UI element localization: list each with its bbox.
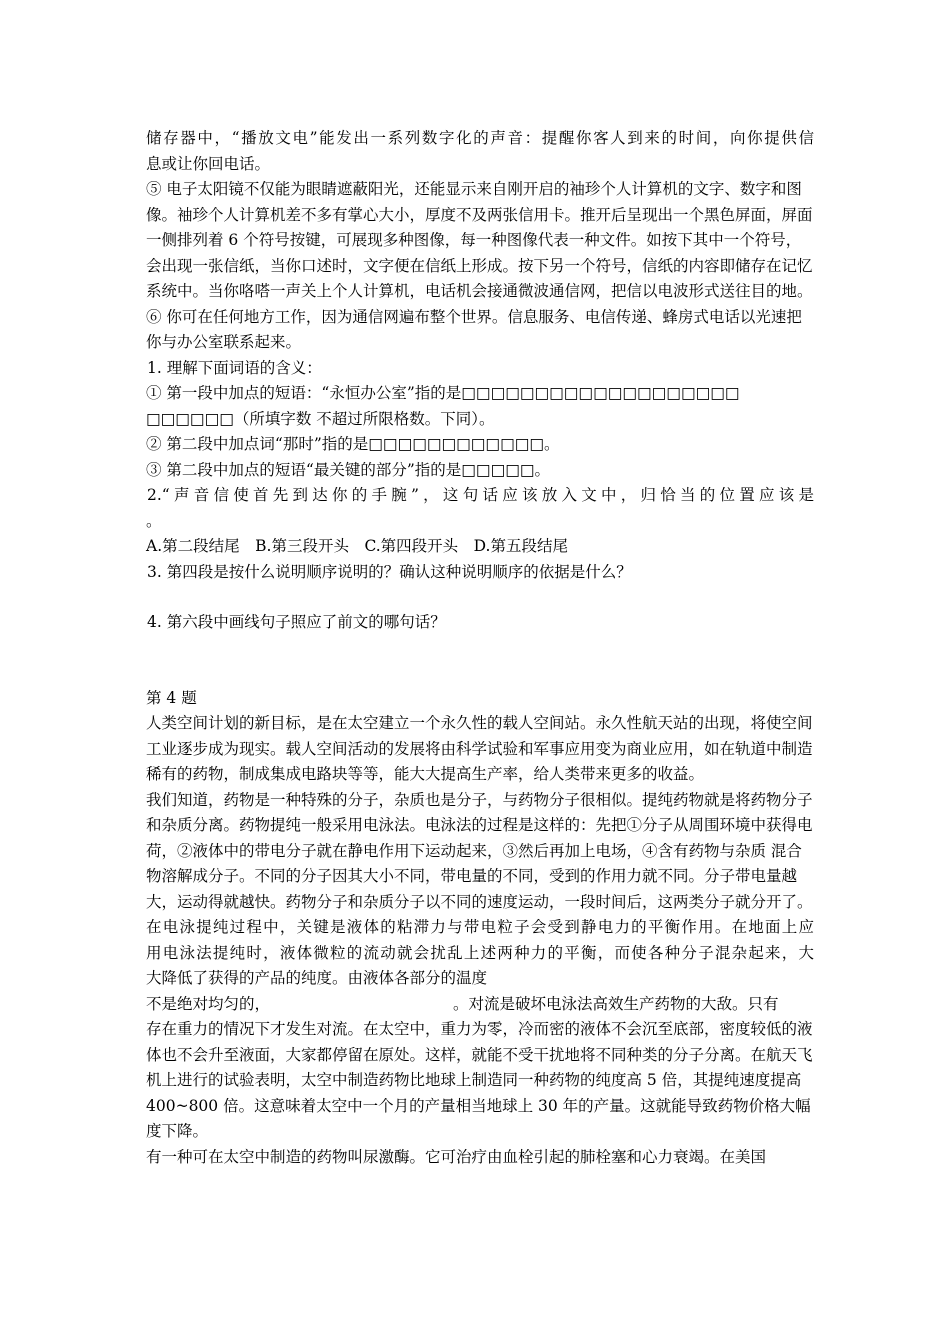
part4-para4: 有一种可在太空中制造的药物叫尿激酶。它可治疗由血栓引起的肺栓塞和心力衰竭。在美国 [146,1147,767,1166]
part4-para3-line4 [146,992,814,1018]
document-page [146,126,814,1170]
spacer [146,636,814,686]
question1-c: ③ 第二段中加点的短语“最关键的部分”指的是□□□□□。 [146,460,551,479]
question1-a-line1: ① 第一段中加点的短语：“永恒办公室”指的是□□□□□□□□□□□□□□□□□□□ [146,384,740,402]
question1-title: 1. 理解下面词语的含义： [147,358,322,377]
part4-para3-rest: 存在重力的情况下才发生对流。在太空中，重力为零，冷而密的液体不会沉至底部，密度较低的液体也不会升至液面，大家都停留在原处。这样，就能不受干扰地将不同种类的分子分离。在航天飞机上进行的试验表明，太空中制造药物比地球上制造同一种药物的纯度高 5 倍，其提纯速度提高 400~800 倍。这意味着太空中一个月的产量相当地球上 30 年的产量。这就能导致药物价格大幅度下降。 [146,1020,813,1140]
part4-para2: 我们知道，药物是一种特殊的分子，杂质也是分子，与药物分子很相似。提纯药物就是将药物分子和杂质分离。药物提纯一般采用电泳法。电泳法的过程是这样的：先把①分子从周围环境中获得电荷，②液体中的带电分子就在静电作用下运动起来，③然后再加上电场，④含有药物与杂质 混合物溶解成分子。不同的分子因其大小不同，带电量的不同，受到的作用力就不同。分子带电量越大，运动得就越快。药物分子和杂质分子以不同的速度运动，一段时间后，这两类分子就分开了。 [146,790,813,911]
part4-para3-line3: 大降低了获得的产品的纯度。由液体各部分的温度 [146,969,488,987]
part4-para3-line4a: 不是绝对均匀的， [146,994,271,1013]
question2-choices: A.第二段结尾 B.第三段开头 C.第四段开头 D.第五段结尾 [146,537,568,555]
question1-b: ② 第二段中加点词“那时”指的是□□□□□□□□□□□□。 [146,435,560,453]
para5: ⑤ 电子太阳镜不仅能为眼睛遮蔽阳光，还能显示来自刚开启的袖珍个人计算机的文字、数字和图像。袖珍个人计算机差不多有掌心大小，厚度不及两张信用卡。推开后呈现出一个黑色屏面，屏面一侧排列着 6 个符号按键，可展现多种图像，每一种图像代表一种文件。如按下其中一个符号，会出现一张信纸，当你口述时，文字便在信纸上形成。按下另一个符号，信纸的内容即储存在记忆系统中。当你咯嗒一声关上个人计算机，电话机会接通微波通信网，把信以电波形式送往目的地。 [146,180,813,300]
question2-line1: 2.“声音信使首先到达你的手腕”，这句话应该放入文中，归恰当的位置应该是 [147,486,814,504]
para6: ⑥ 你可在任何地方工作，因为通信网遍布整个世界。信息服务、电信传递、蜂房式电话以光速把你与办公室联系起来。 [146,307,802,351]
part4-para3-line1: 在电泳提纯过程中，关键是液体的粘滞力与带电粒子会受到静电力的平衡作用。在地面上应 [146,918,814,936]
spacer [146,585,814,610]
section-heading: 第 4 题 [146,688,197,707]
para4-line1: 储存器中，“播放文电”能发出一系列数字化的声音：提醒你客人到来的时间，向你提供信 [146,129,814,147]
part4-para3-line4b: 。对流是破坏电泳法高效生产药物的大敌。只有 [453,994,779,1013]
question4: 4. 第六段中画线句子照应了前文的哪句话？ [147,613,446,631]
part4-para3-line2: 用电泳法提纯时，液体微粒的流动就会扰乱上述两种力的平衡，而使各种分子混杂起来，大 [146,943,814,962]
part4-para1: 人类空间计划的新目标，是在太空建立一个永久性的载人空间站。永久性航天站的出现，将使空间工业逐步成为现实。载人空间活动的发展将由科学试验和军事应用变为商业应用，如在轨道中制造稀有的药物，制成集成电路块等等，能大大提高生产率，给人类带来更多的收益。 [146,714,813,783]
question2-line2: 。 [146,511,162,530]
question1-a-line2: □□□□□□（所填字数 不超过所限格数。下同）。 [146,409,495,428]
question3: 3. 第四段是按什么说明顺序说明的？确认这种说明顺序的依据是什么？ [147,562,632,581]
para4-line2: 息或让你回电话。 [146,154,271,173]
